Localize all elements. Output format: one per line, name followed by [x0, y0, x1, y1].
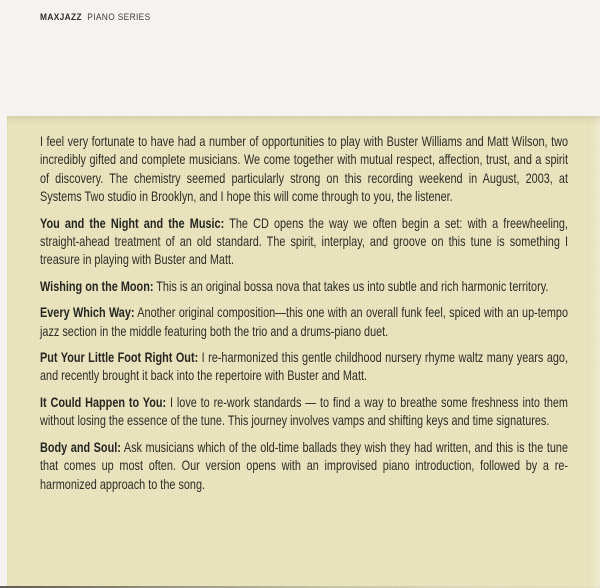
series-header — [40, 12, 151, 23]
intro-text: I feel very fortunate to have had a number of opportunities to play with Buster Williams and Matt Wilson, two incredibly gifted and complete musicians. We come together with mutual respect, affection, trust, and a spirit of discovery. The chemistry seemed particularly strong on this recording weekend in August, 2003, at Systems Two studio in Brooklyn, and I hope this will come through to you, the listener. — [40, 134, 568, 205]
track-note — [40, 394, 568, 431]
track-title: It Could Happen to You: — [40, 394, 167, 410]
track-title: Every Which Way: — [40, 305, 135, 321]
track-description: The CD opens the way we often begin a set: with a freewheeling, straight-ahead treatment of an old standard. The spirit, interplay, and groove on this tune is something I treasure in playing with Buster and Matt. — [40, 215, 568, 268]
liner-notes-panel — [7, 116, 600, 588]
intro-paragraph — [40, 133, 568, 207]
track-description: I love to re-work standards — to find a way to breathe some freshness into them without losing the essence of the tune. This journey involves vamps and shifting keys and time signatures. — [40, 394, 569, 429]
track-note — [40, 349, 568, 386]
track-note — [40, 215, 568, 270]
track-description: Ask musicians which of the old-time ballads they wish they had written, and this is the tune that comes up most often. Our version opens with an improvised piano introduction, followed by a re-harmonized approach to the song. — [40, 439, 568, 492]
track-description: I re-harmonized this gentle childhood nursery rhyme waltz many years ago, and recently brought it back into the repertoire with Buster and Matt. — [40, 350, 568, 384]
track-title: Wishing on the Moon: — [40, 278, 154, 294]
track-description: Another original composition—this one with an overall funk feel, spiced with an up-tempo jazz section in the middle featuring both the trio and a drums-piano duet. — [40, 305, 569, 339]
track-note — [40, 304, 568, 341]
track-title: Put Your Little Foot Right Out: — [40, 350, 199, 366]
brand-name: MAXJAZZ — [40, 12, 82, 23]
track-note — [40, 439, 568, 494]
track-description: This is an original bossa nova that takes us into subtle and rich harmonic territory. — [156, 278, 549, 294]
series-name: PIANO SERIES — [87, 12, 151, 23]
track-note — [40, 278, 568, 296]
track-title: You and the Night and the Music: — [40, 215, 225, 231]
liner-notes-text — [40, 133, 568, 494]
track-title: Body and Soul: — [40, 439, 121, 455]
